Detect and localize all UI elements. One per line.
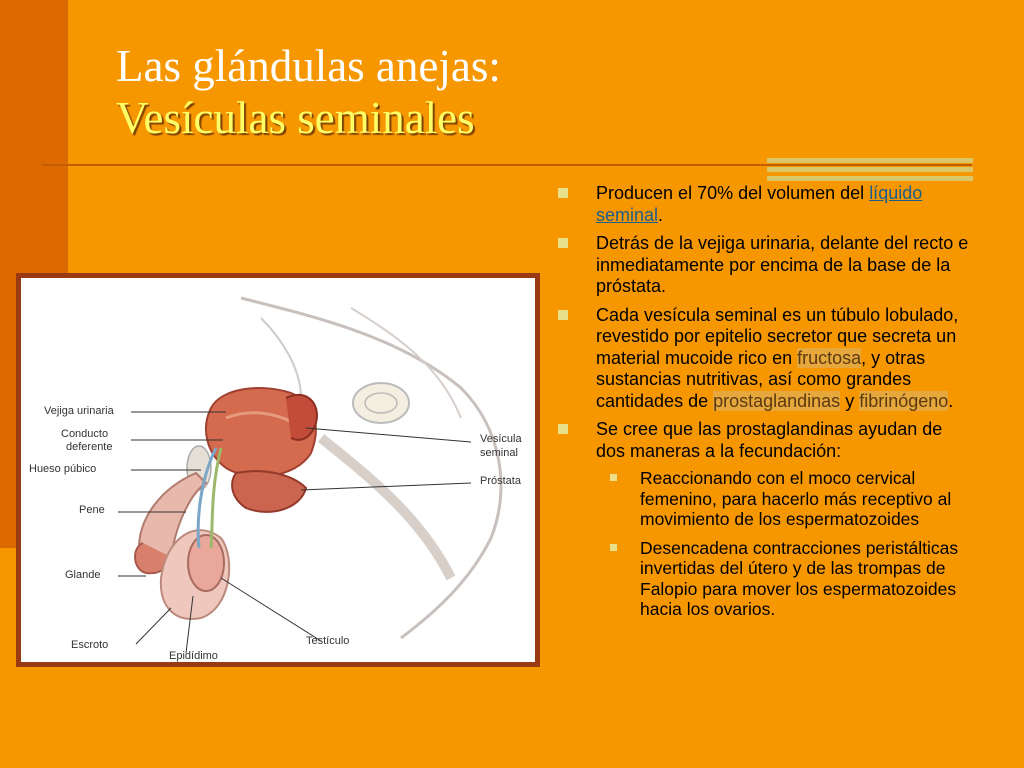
highlight-prostaglandinas: prostaglandinas (713, 390, 841, 411)
list-item (558, 419, 973, 620)
bullet-list (558, 183, 973, 628)
text: , y otras sustancias nutritivas, así como grandes cantidades de (596, 347, 926, 411)
text: Producen el 70% del volumen del (596, 183, 870, 203)
label-conducto-2: deferente (66, 441, 113, 453)
text: Cada vesícula seminal es un túbulo lobulado, revestido por epitelio secretor que secreta un material mucoide rico en (596, 304, 959, 368)
sub-bullet-marker (610, 474, 617, 481)
list-item (558, 305, 973, 413)
label-vesicula-1: Vesícula (480, 433, 522, 445)
bullet-marker (558, 424, 568, 434)
bullet-marker (558, 310, 568, 320)
decorative-stripe (767, 158, 973, 163)
label-conducto-1: Conducto (61, 428, 109, 440)
decorative-stripe (767, 167, 973, 172)
label-vesicula-2: seminal (480, 447, 518, 459)
text: Se cree que las prostaglandinas ayudan de dos maneras a la fecundación: (596, 419, 943, 461)
label-vejiga: Vejiga urinaria (44, 405, 114, 417)
sub-bullet-marker (610, 544, 617, 551)
list-item (558, 183, 973, 226)
title-line-2: Vesículas seminales (116, 93, 475, 143)
link-liquido-seminal[interactable]: líquido seminal (596, 183, 923, 225)
anatomy-illustration (21, 278, 535, 662)
text: Reaccionando con el moco cervical femenino, para hacerlo más receptivo al movimiento de los espermatozoides (640, 468, 952, 529)
text: Detrás de la vejiga urinaria, delante del recto e inmediatamente por encima de la base de la próstata. (596, 233, 969, 296)
text: y (840, 390, 860, 411)
title-line-1: Las glándulas anejas: (116, 41, 501, 91)
anatomy-figure (16, 273, 540, 667)
bullet-marker (558, 188, 568, 198)
text: . (948, 390, 954, 411)
label-prostata: Próstata (480, 475, 521, 487)
text: Desencadena contracciones peristálticas invertidas del útero y de las trompas de Falopio para mover los espermatozoides hacia los ovarios. (640, 537, 959, 619)
decorative-stripe (767, 176, 973, 181)
sub-list-item (558, 538, 973, 620)
label-glande: Glande (65, 569, 101, 581)
label-pene: Pene (79, 504, 105, 516)
text: . (658, 204, 664, 225)
sub-list (596, 468, 973, 620)
label-hueso: Hueso púbico (29, 463, 97, 475)
label-epididimo: Epidídimo (169, 650, 218, 662)
title-divider (42, 164, 972, 166)
sub-list-item (558, 468, 973, 530)
list-item (558, 233, 973, 298)
label-testiculo: Testículo (306, 635, 350, 647)
slide-title (116, 40, 736, 144)
highlight-fibrinogeno: fibrinógeno (859, 390, 949, 411)
highlight-fructosa: fructosa (797, 347, 862, 368)
label-escroto: Escroto (71, 639, 109, 651)
bullet-marker (558, 238, 568, 248)
